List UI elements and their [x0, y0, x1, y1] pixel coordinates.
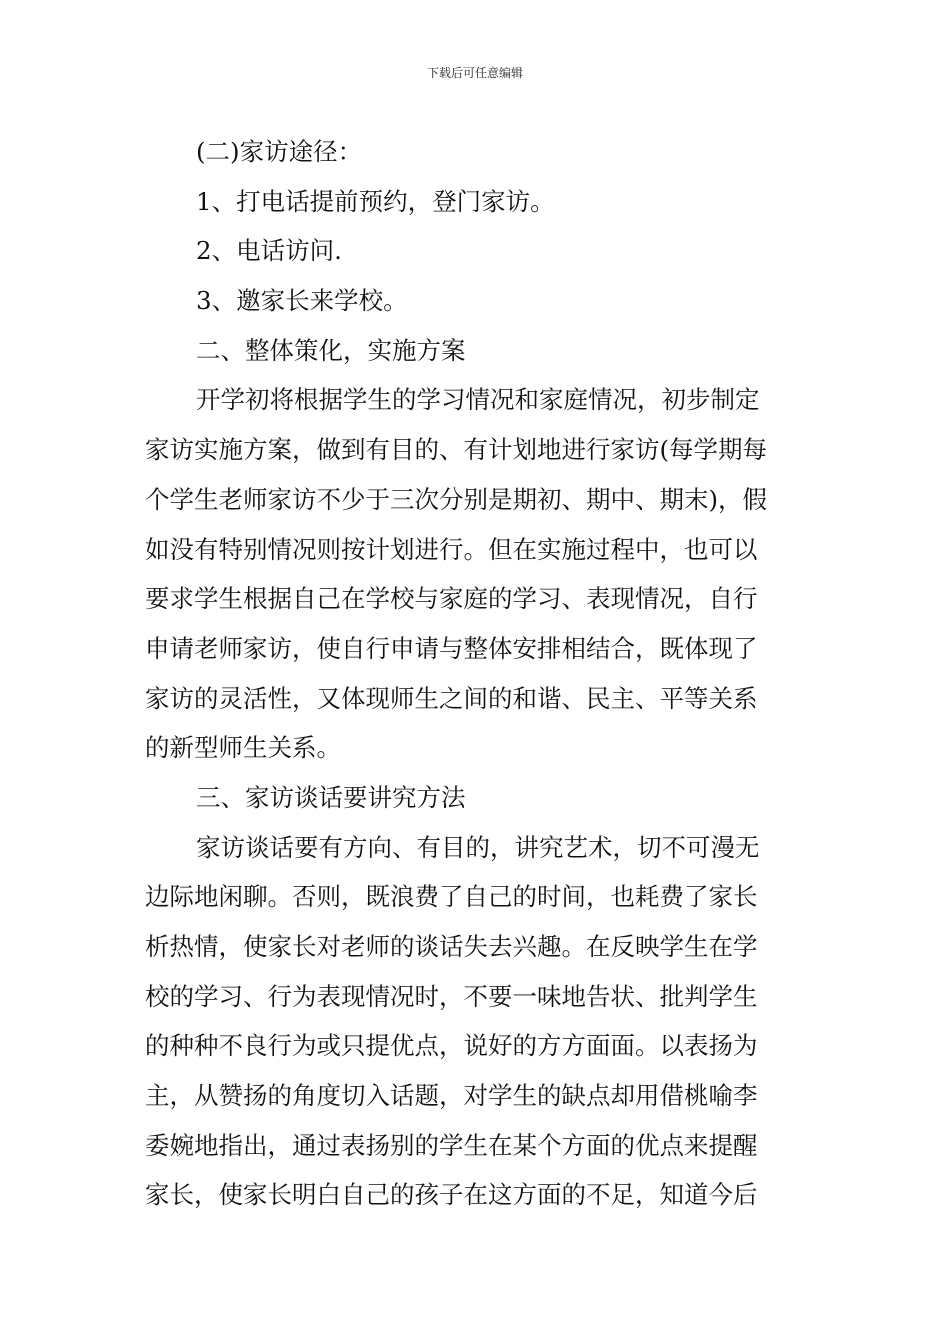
text-line: 3、邀家长来学校。: [196, 286, 408, 316]
text-line: 校的学习、行为表现情况时，不要一味地告状、批判学生: [145, 981, 758, 1011]
page-header-note: 下载后可任意编辑: [426, 66, 523, 80]
text-line: 家访实施方案，做到有目的、有计划地进行家访(每学期每: [145, 435, 768, 465]
text-line: 的种种不良行为或只提优点，说好的方方面面。以表扬为: [145, 1031, 758, 1061]
text-line: 的新型师生关系。: [145, 733, 341, 763]
text-line: 析热情，使家长对老师的谈话失去兴趣。在反映学生在学: [145, 932, 758, 961]
section-heading: 二、整体策化，实施方案: [196, 335, 466, 365]
text-line: 要求学生根据自己在学校与家庭的学习、表现情况，自行: [145, 584, 758, 614]
text-line: 家长，使家长明白自己的孩子在这方面的不足，知道今后: [145, 1180, 758, 1210]
text-line: (二)家访途径：: [196, 137, 363, 166]
text-line: 边际地闲聊。否则，既浪费了自己的时间，也耗费了家长: [145, 882, 758, 912]
text-line: 如没有特别情况则按计划进行。但在实施过程中，也可以: [145, 534, 758, 564]
text-line: 个学生老师家访不少于三次分别是期初、期中、期末)，假: [145, 484, 768, 514]
text-line: 1、打电话提前预约，登门家访。: [196, 186, 555, 216]
document-body: [145, 127, 805, 1220]
text-line: 主，从赞扬的角度切入话题，对学生的缺点却用借桃喻李: [145, 1081, 758, 1111]
section-heading: 三、家访谈话要讲究方法: [196, 782, 466, 812]
text-line: 家访的灵活性，又体现师生之间的和谐、民主、平等关系: [145, 683, 758, 713]
text-line: 家访谈话要有方向、有目的，讲究艺术，切不可漫无: [196, 832, 760, 862]
text-line: 申请老师家访，使自行申请与整体安排相结合，既体现了: [145, 633, 758, 663]
text-line: 委婉地指出，通过表扬别的学生在某个方面的优点来提醒: [145, 1130, 758, 1160]
text-line: 2、电话访问.: [196, 236, 342, 266]
text-line: 开学初将根据学生的学习情况和家庭情况，初步制定: [196, 385, 760, 415]
